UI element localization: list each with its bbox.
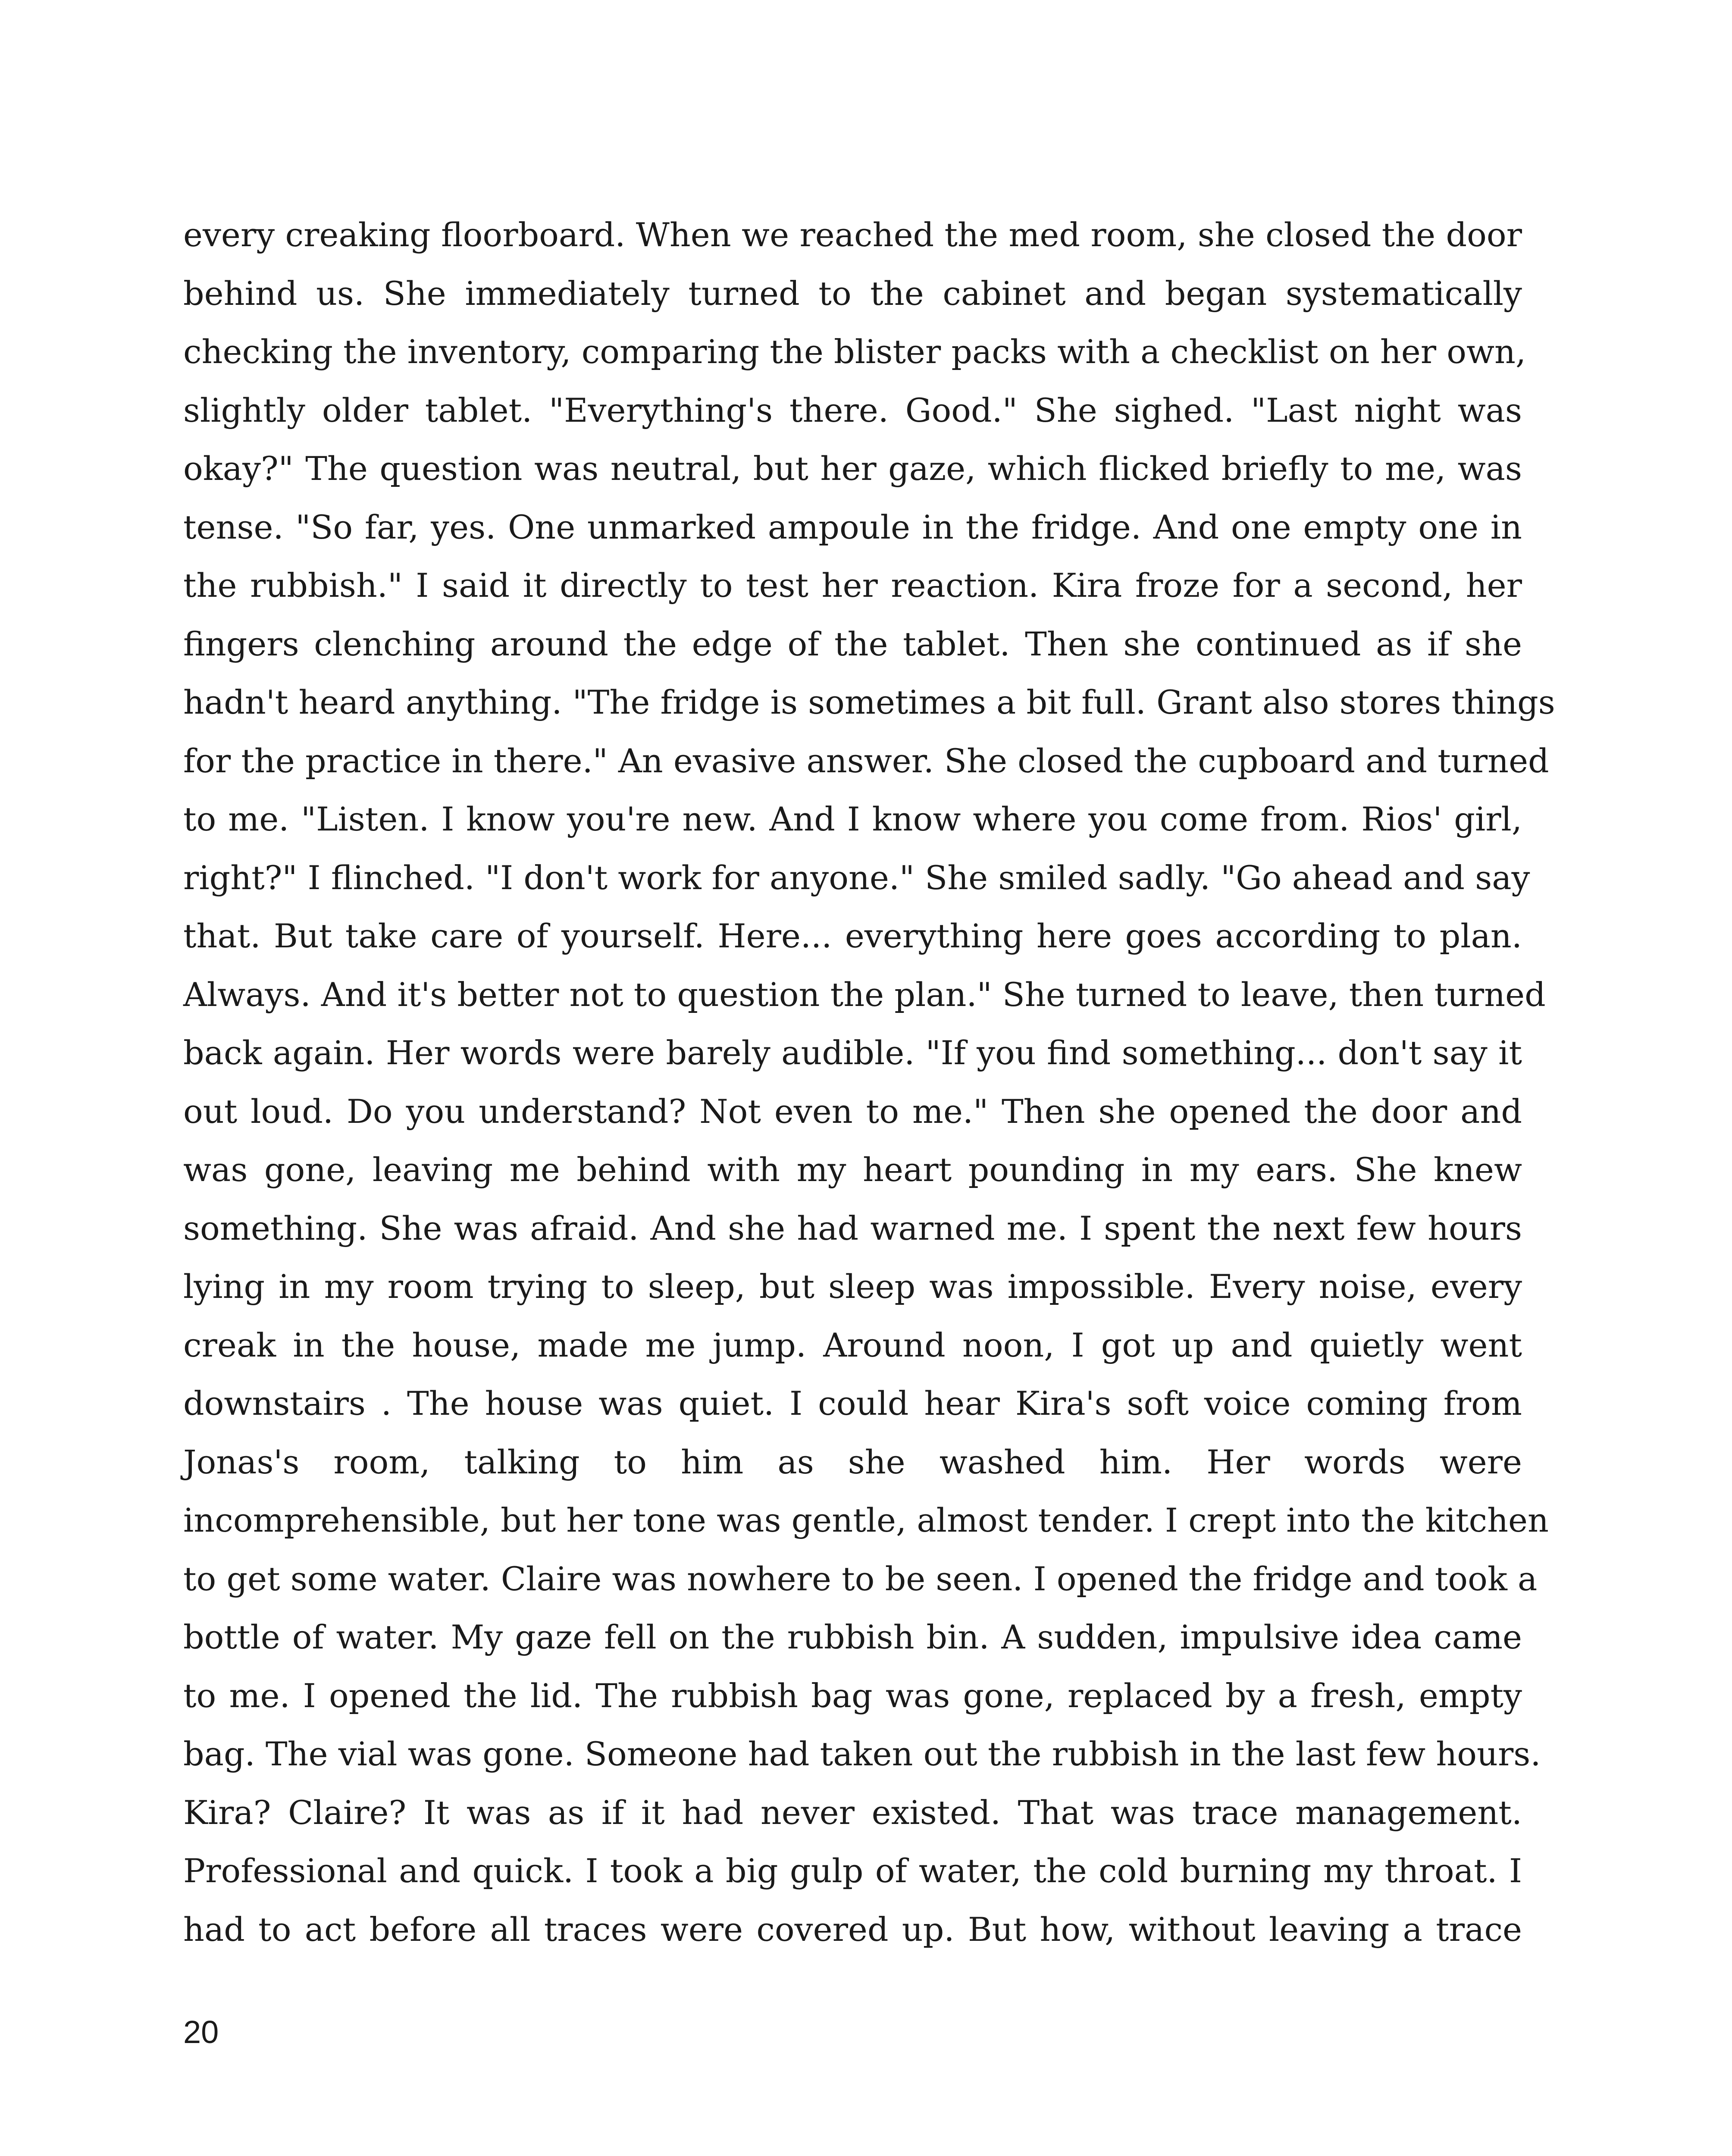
- text-line: Jonas's room, talking to him as she washed him. Her words were: [183, 1442, 1522, 1481]
- text-line: for the practice in there." An evasive answer. She closed the cupboard and turned: [183, 741, 1549, 780]
- text-line: okay?" The question was neutral, but her gaze, which flicked briefly to me, was: [183, 449, 1522, 488]
- text-line: to get some water. Claire was nowhere to be seen. I opened the fridge and took a: [183, 1559, 1538, 1598]
- text-line: that. But take care of yourself. Here... everything here goes according to plan.: [183, 917, 1522, 955]
- text-line: incomprehensible, but her tone was gentle, almost tender. I crept into the kitchen: [183, 1501, 1549, 1539]
- text-line: Kira? Claire? It was as if it had never existed. That was trace management.: [183, 1793, 1522, 1832]
- text-line: hadn't heard anything. "The fridge is sometimes a bit full. Grant also stores things: [183, 683, 1555, 721]
- text-line: fingers clenching around the edge of the tablet. Then she continued as if she: [183, 624, 1522, 663]
- text-line: bottle of water. My gaze fell on the rubbish bin. A sudden, impulsive idea came: [183, 1618, 1522, 1656]
- text-line: every creaking floorboard. When we reached the med room, she closed the door: [183, 216, 1522, 254]
- text-line: Always. And it's better not to question the plan." She turned to leave, then turned: [183, 975, 1546, 1014]
- text-line: back again. Her words were barely audible. "If you find something... don't say it: [183, 1034, 1522, 1072]
- text-line: slightly older tablet. "Everything's there. Good." She sighed. "Last night was: [183, 391, 1522, 429]
- text-line: was gone, leaving me behind with my heart pounding in my ears. She knew: [183, 1150, 1522, 1189]
- text-line: Professional and quick. I took a big gulp of water, the cold burning my throat. I: [183, 1852, 1522, 1890]
- text-line: lying in my room trying to sleep, but sleep was impossible. Every noise, every: [183, 1267, 1522, 1306]
- text-line: the rubbish." I said it directly to test her reaction. Kira froze for a second, her: [183, 566, 1522, 605]
- text-line: tense. "So far, yes. One unmarked ampoule in the fridge. And one empty one in: [183, 508, 1522, 546]
- text-line: bag. The vial was gone. Someone had taken out the rubbish in the last few hours.: [183, 1735, 1541, 1773]
- text-line: behind us. She immediately turned to the cabinet and began systematically: [183, 274, 1522, 313]
- page-number: 20: [183, 2014, 219, 2050]
- text-line: out loud. Do you understand? Not even to me." Then she opened the door and: [183, 1092, 1522, 1131]
- body-text: [183, 206, 1555, 1959]
- text-line: something. She was afraid. And she had warned me. I spent the next few hours: [183, 1209, 1522, 1247]
- text-line: checking the inventory, comparing the blister packs with a checklist on her own,: [183, 332, 1526, 371]
- text-line: to me. I opened the lid. The rubbish bag was gone, replaced by a fresh, empty: [183, 1676, 1522, 1715]
- text-line: right?" I flinched. "I don't work for anyone." She smiled sadly. "Go ahead and say: [183, 858, 1530, 897]
- text-line: had to act before all traces were covered up. But how, without leaving a trace: [183, 1910, 1522, 1949]
- text-line: downstairs . The house was quiet. I could hear Kira's soft voice coming from: [183, 1384, 1522, 1423]
- text-line: to me. "Listen. I know you're new. And I know where you come from. Rios' girl,: [183, 800, 1522, 838]
- text-line: creak in the house, made me jump. Around noon, I got up and quietly went: [183, 1326, 1522, 1364]
